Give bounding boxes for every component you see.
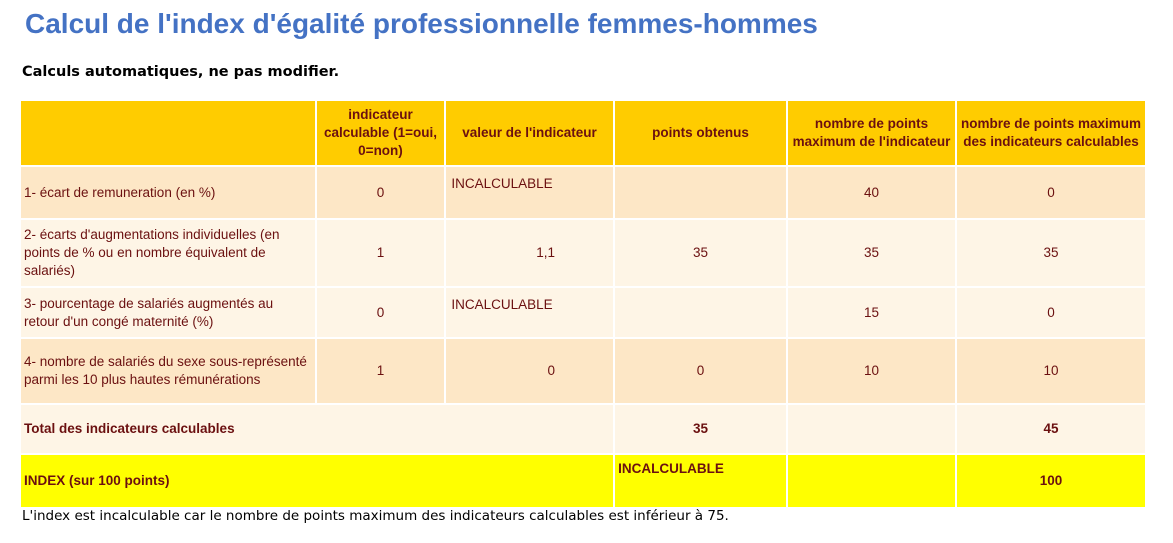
header-label	[21, 101, 315, 165]
total-row	[21, 405, 1145, 453]
header-max-calc: nombre de points maximum des indicateurs calculables	[957, 101, 1145, 165]
row-valeur	[446, 288, 613, 337]
index-table	[19, 99, 1147, 509]
table-row	[21, 220, 1145, 286]
row-calculable: 0	[317, 167, 444, 218]
index-points	[615, 455, 786, 507]
total-label: Total des indicateurs calculables	[21, 405, 613, 453]
row-calculable: 1	[317, 339, 444, 403]
row-valeur: 0	[446, 339, 613, 403]
page-title: Calcul de l'index d'égalité professionnelle femmes-hommes	[25, 8, 818, 39]
header-points: points obtenus	[615, 101, 786, 165]
total-empty	[788, 405, 955, 453]
row-valeur: 1,1	[446, 220, 613, 286]
row-points: 0	[615, 339, 786, 403]
header-max: nombre de points maximum de l'indicateur	[788, 101, 955, 165]
index-empty	[788, 455, 955, 507]
row-max-calc: 10	[957, 339, 1145, 403]
row-valeur	[446, 167, 613, 218]
index-max-calc: 100	[957, 455, 1145, 507]
row-calculable: 1	[317, 220, 444, 286]
index-label: INDEX (sur 100 points)	[21, 455, 613, 507]
row-max: 15	[788, 288, 955, 337]
row-max-calc: 35	[957, 220, 1145, 286]
row-max: 35	[788, 220, 955, 286]
row-max: 10	[788, 339, 955, 403]
row-label: 2- écarts d'augmentations individuelles (en points de % ou en nombre équivalent de salariés)	[21, 220, 315, 286]
row-calculable: 0	[317, 288, 444, 337]
row-max-calc: 0	[957, 288, 1145, 337]
index-row	[21, 455, 1145, 507]
table-row	[21, 339, 1145, 403]
row-points	[615, 288, 786, 337]
subtitle: Calculs automatiques, ne pas modifier.	[22, 64, 340, 80]
row-valeur-text: INCALCULABLE	[451, 176, 553, 191]
row-label: 1- écart de remuneration (en %)	[21, 167, 315, 218]
total-points: 35	[615, 405, 786, 453]
row-valeur-text: INCALCULABLE	[451, 297, 553, 312]
row-max: 40	[788, 167, 955, 218]
row-points: 35	[615, 220, 786, 286]
header-row	[21, 101, 1145, 165]
table-row	[21, 288, 1145, 337]
row-max-calc: 0	[957, 167, 1145, 218]
header-valeur: valeur de l'indicateur	[446, 101, 613, 165]
table-row	[21, 167, 1145, 218]
footnote: L'index est incalculable car le nombre de points maximum des indicateurs calculables est inférieur à 75.	[22, 508, 729, 524]
row-label: 4- nombre de salariés du sexe sous-représenté parmi les 10 plus hautes rémunérations	[21, 339, 315, 403]
index-points-text: INCALCULABLE	[618, 461, 724, 476]
header-calculable: indicateur calculable (1=oui, 0=non)	[317, 101, 444, 165]
total-max-calc: 45	[957, 405, 1145, 453]
row-points	[615, 167, 786, 218]
row-label: 3- pourcentage de salariés augmentés au retour d'un congé maternité (%)	[21, 288, 315, 337]
